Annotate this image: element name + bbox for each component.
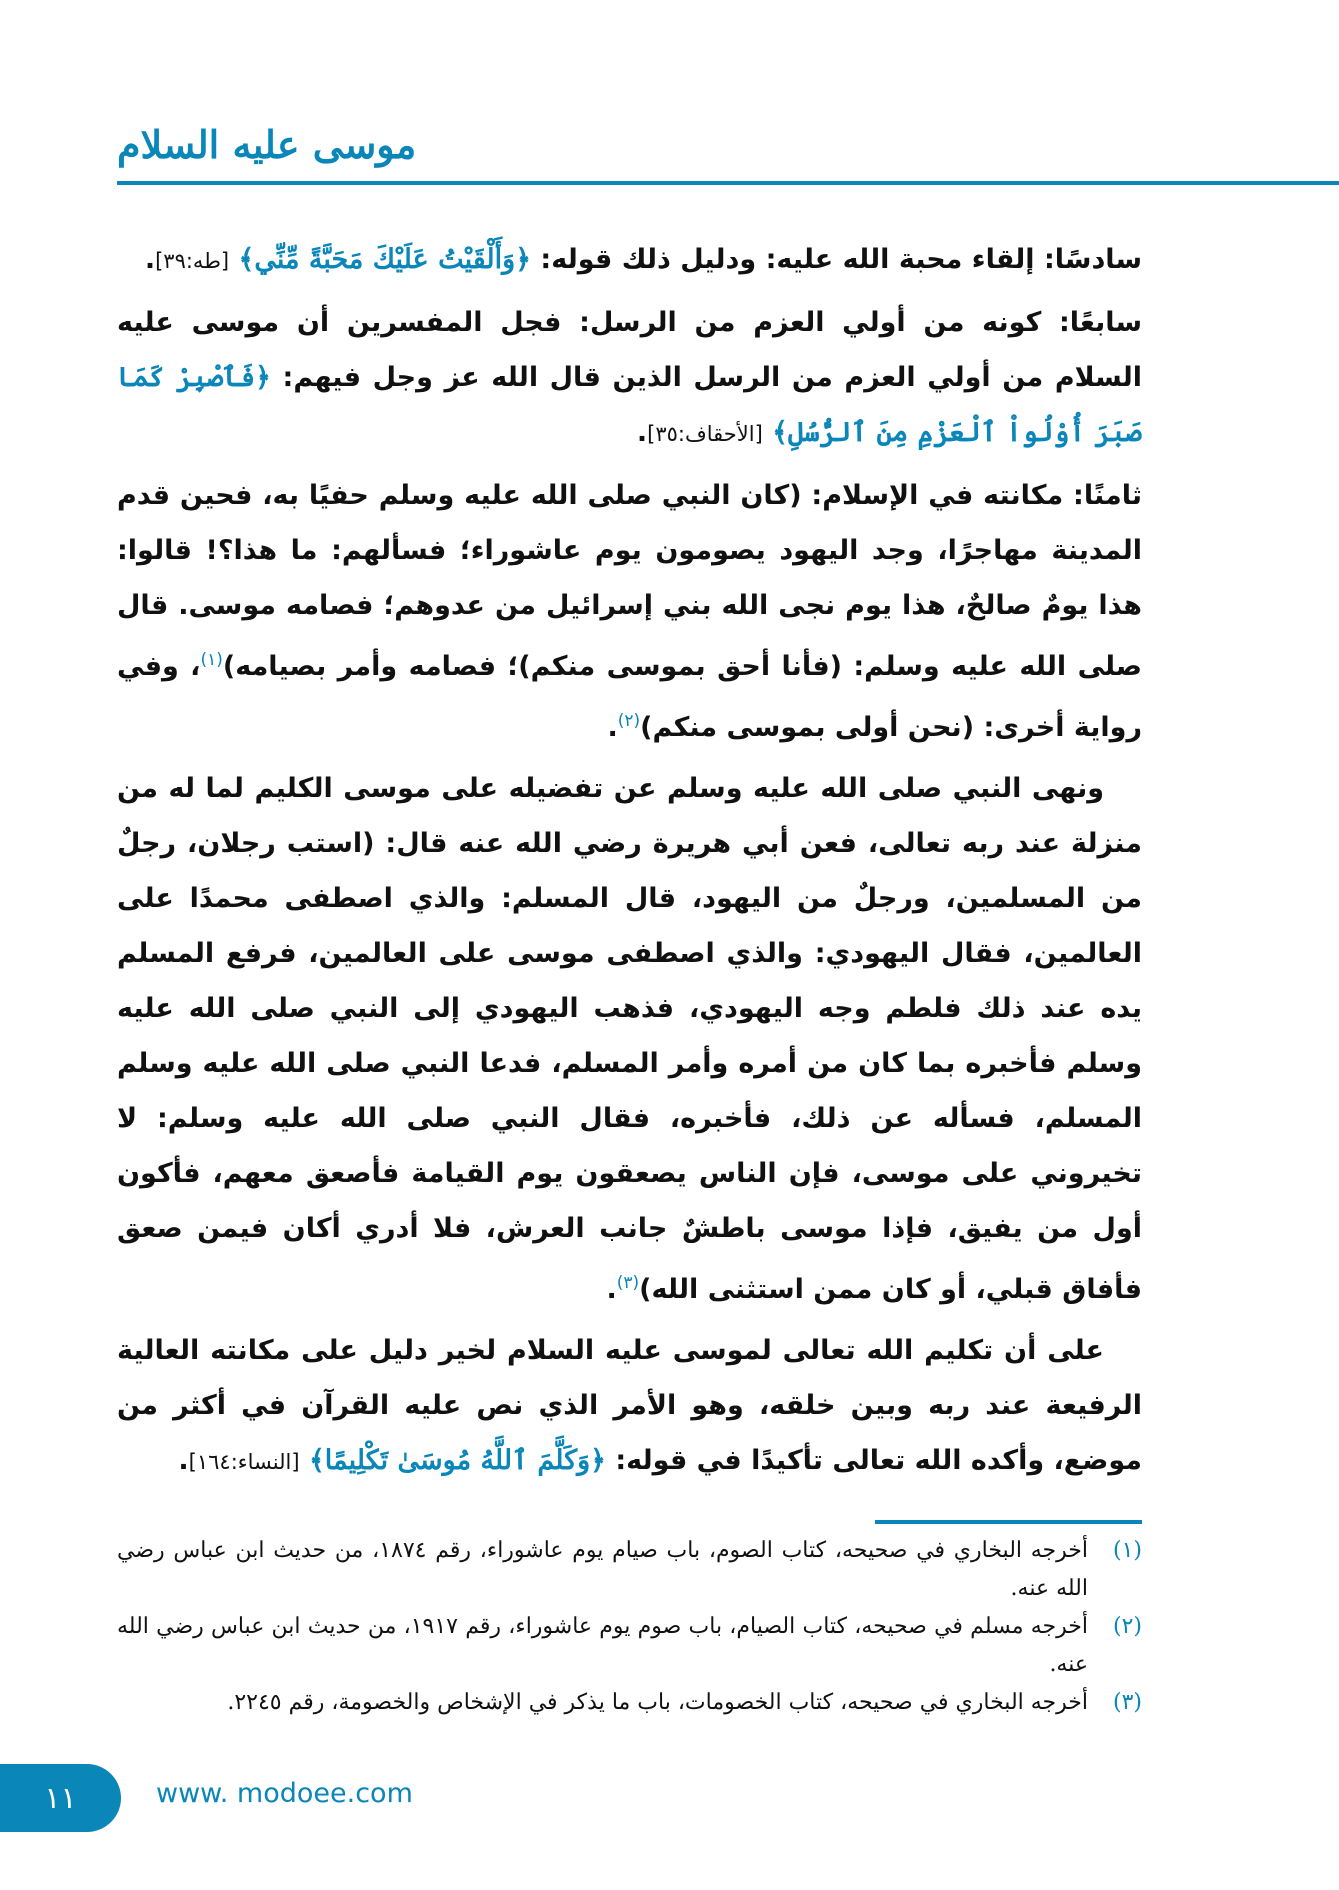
- footnote-ref-1[interactable]: (١): [200, 650, 223, 670]
- quran-verse: ﴿وَأَلْقَيْتُ عَلَيْكَ مَحَبَّةً مِّنِّي﴾: [238, 244, 532, 275]
- paragraph-sixth: سادسًا: إلقاء محبة الله عليه: ودليل ذلك قوله: ﴿وَأَلْقَيْتُ عَلَيْكَ مَحَبَّةً مِّنِّي﴾ [طه:٣٩].: [144, 244, 1142, 275]
- website-link[interactable]: www. modoee.com: [156, 1778, 413, 1809]
- footnote-item: [117, 1532, 1142, 1608]
- running-header-title: موسى عليه السلام: [117, 122, 417, 167]
- footnote-ref-3[interactable]: (٣): [616, 1273, 640, 1293]
- page-number: ١١: [0, 1764, 121, 1832]
- footnote-number: (١): [1112, 1538, 1142, 1563]
- footnote-ref-2[interactable]: (٢): [617, 711, 641, 731]
- footnote-text: أخرجه البخاري في صحيحه، كتاب الخصومات، باب ما يذكر في الإشخاص والخصومة، رقم ٢٢٤٥.: [227, 1690, 1088, 1715]
- verse-reference: [الأحقاف:٣٥]: [647, 422, 763, 446]
- footnote-item: [117, 1608, 1142, 1684]
- main-text: [117, 232, 1142, 1496]
- footnote-number: (٢): [1112, 1614, 1142, 1639]
- quran-verse: ﴿وَكَلَّمَ ٱللَّهُ مُوسَىٰ تَكْلِيمًا﴾: [308, 1445, 606, 1476]
- verse-reference: [طه:٣٩]: [155, 249, 230, 273]
- footnote-text: أخرجه البخاري في صحيحه، كتاب الصوم، باب صيام يوم عاشوراء، رقم ١٨٧٤، من حديث ابن عباس رضي الله عنه.: [117, 1538, 1089, 1601]
- footnote-text: أخرجه مسلم في صحيحه، كتاب الصيام، باب صوم يوم عاشوراء، رقم ١٩١٧، من حديث ابن عباس رضي الله عنه.: [117, 1614, 1088, 1677]
- paragraph-seventh: سابعًا: كونه من أولي العزم من الرسل: فجل المفسرين أن موسى عليه السلام من أولي العزم من الرسل الذين قال الله عز وجل فيهم: ﴿فَٱصْبِرْ كَمَا صَبَرَ أُوْلُواْ ٱلْعَزْمِ مِنَ ٱلرُّسُلِ﴾ [الأحقاف:٣٥].: [117, 307, 1142, 448]
- footnote-item: [117, 1684, 1142, 1722]
- paragraph-eighth: ثامنًا: مكانته في الإسلام: (كان النبي صلى الله عليه وسلم حفيًا به، فحين قدم المدينة مهاجرًا، وجد اليهود يصومون يوم عاشوراء؛ فسألهم: ما هذا؟! قالوا: هذا يومٌ صالحٌ، هذا يوم نجى الله بني إسرائيل من عدوهم؛ فصامه موسى. قال صلى الله عليه وسلم: (فأنا أحق بموسى منكم)؛ فصامه وأمر بصيامه)$^{(١)}$، وفي رواية أخرى: (نحن أولى بموسى منكم)$^{(٢)}$.: [117, 480, 1143, 743]
- header-divider: [117, 181, 1339, 185]
- paragraph-hadith: ونهى النبي صلى الله عليه وسلم عن تفضيله على موسى الكليم لما له من منزلة عند ربه تعالى، فعن أبي هريرة رضي الله عنه قال: (استب رجلان، رجلٌ من المسلمين، ورجلٌ من اليهود، قال المسلم: والذي اصطفى محمدًا على العالمين، فقال اليهودي: والذي اصطفى موسى على العالمين، فرفع المسلم يده عند ذلك فلطم وجه اليهودي، فذهب اليهودي إلى النبي صلى الله عليه وسلم فأخبره بما كان من أمره وأمر المسلم، فدعا النبي صلى الله عليه وسلم المسلم، فسأله عن ذلك، فأخبره، فقال النبي صلى الله عليه وسلم: لا تخيروني على موسى، فإن الناس يصعقون يوم القيامة فأصعق معهم، فأكون أول من يفيق، فإذا موسى باطشٌ جانب العرش، فلا أدري أكان فيمن صعق فأفاق قبلي، أو كان ممن استثنى الله)$^{(٣)}$.: [117, 773, 1142, 1305]
- footnote-divider: [875, 1520, 1142, 1524]
- verse-reference: [النساء:١٦٤]: [188, 1450, 300, 1474]
- footnote-number: (٣): [1112, 1690, 1142, 1715]
- paragraph-conclusion: على أن تكليم الله تعالى لموسى عليه السلام لخير دليل على مكانته العالية الرفيعة عند ربه وبين خلقه، وهو الأمر الذي نص عليه القرآن في أكثر من موضع، وأكده الله تعالى تأكيدًا في قوله: ﴿وَكَلَّمَ ٱللَّهُ مُوسَىٰ تَكْلِيمًا﴾ [النساء:١٦٤].: [117, 1335, 1142, 1476]
- quran-verse: ﴿فَٱصْبِرْ كَمَا صَبَرَ أُوْلُواْ ٱلْعَزْمِ مِنَ ٱلرُّسُلِ﴾: [117, 362, 1142, 448]
- footnotes: [117, 1532, 1142, 1722]
